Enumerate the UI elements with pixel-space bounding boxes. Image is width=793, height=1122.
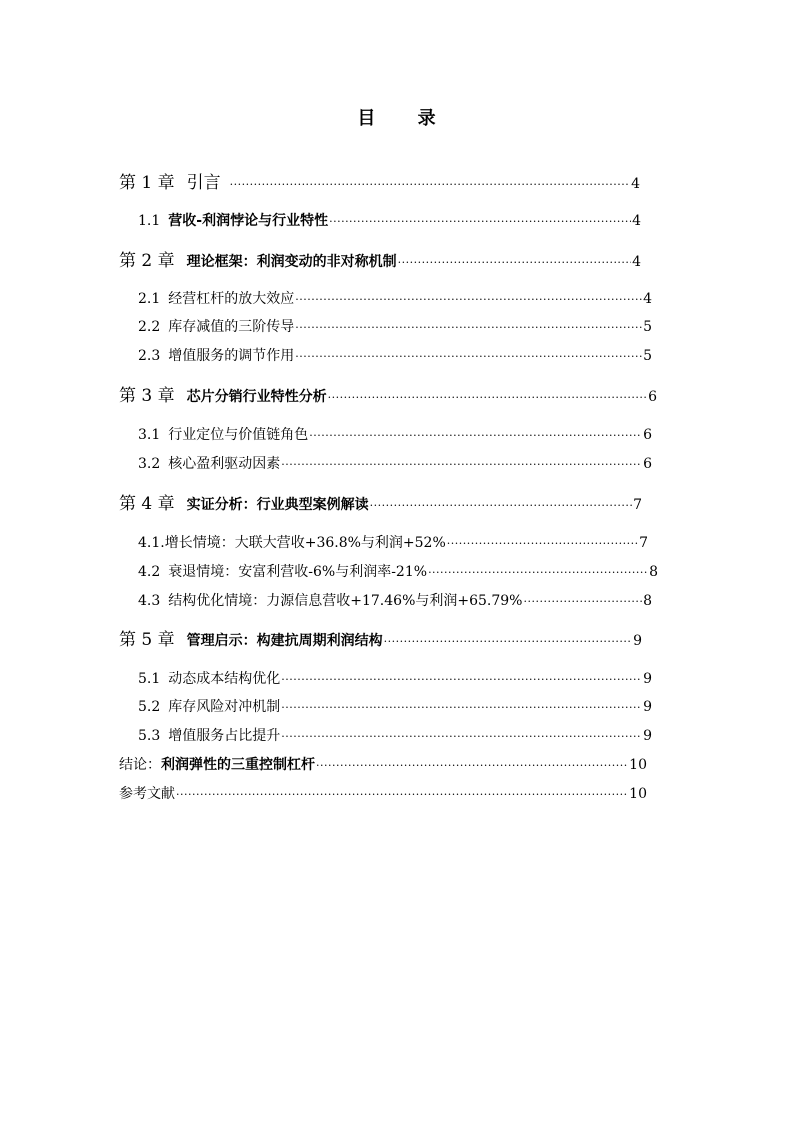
toc-leader-dots bbox=[281, 674, 642, 685]
toc-title: 目 录 bbox=[357, 108, 454, 129]
toc-entry-page: 4 bbox=[632, 213, 641, 229]
toc-entry-chapter-5[interactable] bbox=[119, 632, 642, 649]
toc-entry-section-3-1[interactable] bbox=[138, 428, 652, 442]
toc-entry-section-5-1[interactable] bbox=[138, 672, 652, 686]
toc-entry-title: 库存减值的三阶传导 bbox=[168, 319, 295, 335]
toc-entry-chapter-3[interactable] bbox=[119, 388, 657, 405]
toc-entry-title: 利润弹性的三重控制杠杆 bbox=[161, 757, 315, 773]
toc-entry-page: 6 bbox=[648, 389, 657, 405]
toc-entry-number: 5.2 bbox=[138, 699, 161, 715]
toc-entry-title: 增值服务占比提升 bbox=[168, 728, 281, 744]
toc-entry-title: 经营杠杆的放大效应 bbox=[168, 291, 295, 307]
toc-entry-title: 理论框架：利润变动的非对称机制 bbox=[186, 254, 397, 270]
toc-entry-title: 增值服务的调节作用 bbox=[168, 348, 295, 364]
toc-entry-section-4-2[interactable] bbox=[138, 565, 658, 579]
toc-entry-page: 4 bbox=[632, 254, 641, 270]
toc-entry-title: 营收-利润悖论与行业特性 bbox=[168, 213, 329, 229]
toc-leader-dots bbox=[281, 731, 642, 742]
toc-entry-title: 行业定位与价值链角色 bbox=[168, 427, 309, 443]
toc-entry-page: 10 bbox=[629, 786, 647, 802]
toc-entry-page: 4 bbox=[643, 291, 652, 307]
toc-leader-dots bbox=[295, 322, 642, 333]
toc-entry-number: 第 2 章 bbox=[119, 251, 175, 271]
toc-leader-dots bbox=[295, 351, 642, 362]
toc-entry-title: 核心盈利驱动因素 bbox=[168, 456, 281, 472]
toc-entry-section-1-1[interactable] bbox=[138, 214, 641, 228]
toc-leader-dots bbox=[428, 567, 648, 578]
toc-entry-chapter-1[interactable] bbox=[119, 175, 640, 192]
toc-entry-number: 4.1. bbox=[138, 535, 165, 551]
toc-leader-dots bbox=[309, 430, 642, 441]
toc-entry-number: 5.1 bbox=[138, 671, 161, 687]
toc-leader-dots bbox=[329, 216, 631, 227]
toc-entry-number: 2.2 bbox=[138, 319, 161, 335]
toc-entry-title: 引言 bbox=[186, 173, 221, 193]
toc-entry-number: 3.1 bbox=[138, 427, 161, 443]
toc-entry-section-4-1[interactable] bbox=[138, 536, 648, 550]
toc-leader-dots bbox=[370, 500, 632, 511]
toc-entry-number: 3.2 bbox=[138, 456, 161, 472]
toc-entry-section-2-2[interactable] bbox=[138, 320, 652, 334]
toc-leader-dots bbox=[176, 789, 628, 800]
toc-leader-dots bbox=[230, 179, 630, 190]
toc-entry-title: 管理启示：构建抗周期利润结构 bbox=[186, 633, 383, 649]
toc-entry-section-3-2[interactable] bbox=[138, 457, 652, 471]
toc-entry-title: 实证分析：行业典型案例解读 bbox=[186, 497, 369, 513]
toc-entry-number: 第 1 章 bbox=[119, 173, 175, 193]
toc-entry-page: 9 bbox=[643, 671, 652, 687]
toc-entry-title: 衰退情境：安富利营收-6%与利润率-21% bbox=[168, 564, 428, 580]
toc-leader-dots bbox=[295, 294, 642, 305]
toc-entry-number: 2.3 bbox=[138, 348, 161, 364]
toc-entry-title: 动态成本结构优化 bbox=[168, 671, 281, 687]
toc-entry-number: 4.3 bbox=[138, 593, 161, 609]
toc-entry-page: 8 bbox=[643, 593, 652, 609]
toc-entry-conclusion[interactable] bbox=[119, 758, 647, 772]
toc-entry-title: 增长情境：大联大营收+36.8%与利润+52% bbox=[164, 535, 446, 551]
toc-entry-page: 4 bbox=[631, 176, 640, 192]
toc-entry-page: 6 bbox=[643, 456, 652, 472]
toc-entry-chapter-2[interactable] bbox=[119, 253, 641, 270]
toc-entry-page: 8 bbox=[649, 564, 658, 580]
toc-entry-page: 6 bbox=[643, 427, 652, 443]
toc-entry-page: 9 bbox=[643, 728, 652, 744]
toc-entry-page: 10 bbox=[629, 757, 647, 773]
toc-leader-dots bbox=[281, 459, 642, 470]
toc-entry-number: 第 5 章 bbox=[119, 630, 175, 650]
toc-entry-title: 芯片分销行业特性分析 bbox=[186, 389, 327, 405]
toc-entry-page: 5 bbox=[643, 348, 652, 364]
toc-entry-number: 结论： bbox=[119, 757, 161, 773]
toc-entry-number: 1.1 bbox=[138, 213, 161, 229]
toc-entry-number: 2.1 bbox=[138, 291, 161, 307]
toc-entry-title: 结构优化情境：力源信息营收+17.46%与利润+65.79% bbox=[168, 593, 523, 609]
toc-entry-page: 7 bbox=[639, 535, 648, 551]
toc-entry-page: 9 bbox=[643, 699, 652, 715]
toc-leader-dots bbox=[316, 760, 628, 771]
toc-entry-title: 参考文献 bbox=[119, 786, 175, 802]
toc-entry-section-5-3[interactable] bbox=[138, 729, 652, 743]
toc-entry-chapter-4[interactable] bbox=[119, 496, 642, 513]
toc-entry-title: 库存风险对冲机制 bbox=[168, 699, 281, 715]
toc-entry-section-4-3[interactable] bbox=[138, 594, 652, 608]
toc-leader-dots bbox=[281, 702, 642, 713]
toc-entry-section-2-3[interactable] bbox=[138, 349, 652, 363]
toc-leader-dots bbox=[524, 596, 643, 607]
toc-entry-page: 7 bbox=[633, 497, 642, 513]
toc-leader-dots bbox=[447, 538, 638, 549]
toc-entry-page: 9 bbox=[633, 633, 642, 649]
toc-entry-section-2-1[interactable] bbox=[138, 292, 652, 306]
toc-entry-references[interactable] bbox=[119, 787, 647, 801]
toc-entry-number: 4.2 bbox=[138, 564, 161, 580]
toc-entry-number: 第 4 章 bbox=[119, 494, 175, 514]
toc-entry-number: 第 3 章 bbox=[119, 386, 175, 406]
toc-leader-dots bbox=[384, 636, 632, 647]
toc-entry-section-5-2[interactable] bbox=[138, 700, 652, 714]
toc-leader-dots bbox=[398, 257, 631, 268]
toc-entry-page: 5 bbox=[643, 319, 652, 335]
toc-leader-dots bbox=[328, 392, 647, 403]
toc-entry-number: 5.3 bbox=[138, 728, 161, 744]
